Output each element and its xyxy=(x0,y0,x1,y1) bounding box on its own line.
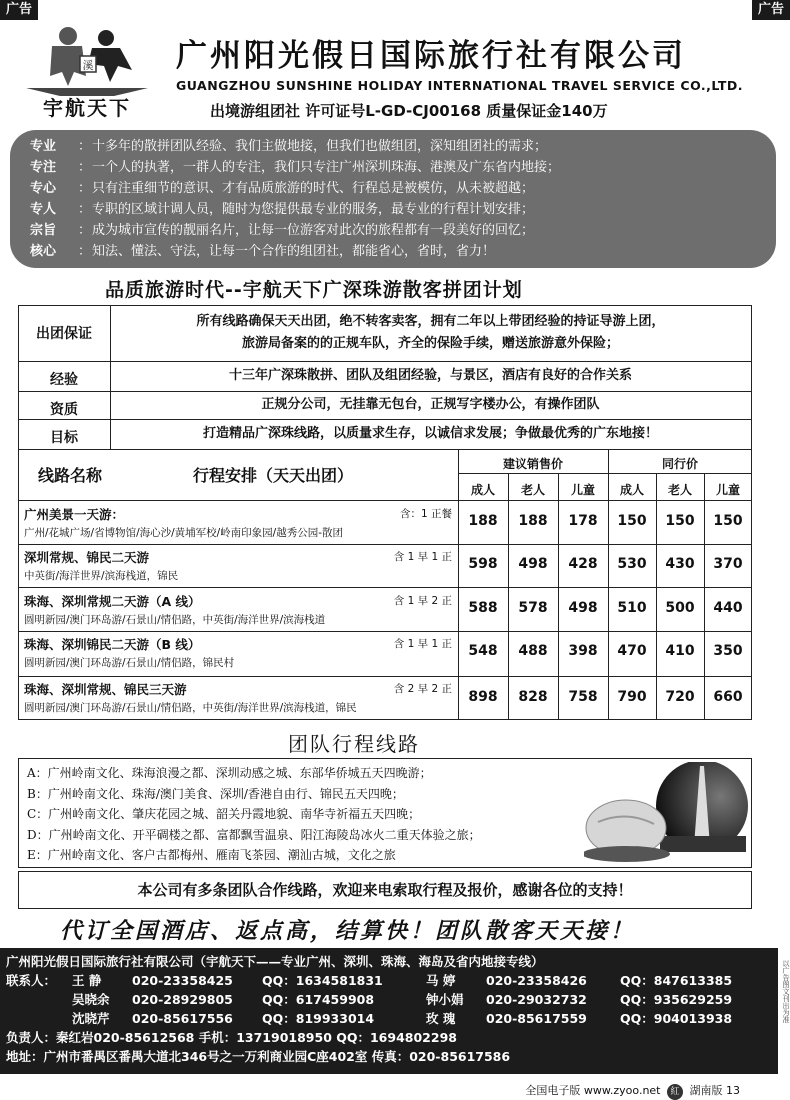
price-cell: 428 xyxy=(568,556,598,572)
intro-text: 成为城市宣传的靓丽名片，让每一位游客对此次的旅程都有一段美好的回忆； xyxy=(92,223,535,238)
guarantee-value: 正规分公司，无挂靠无包台，正规写字楼办公，有操作团队 xyxy=(110,391,750,419)
intro-row: 专人 ： 专职的区域计调人员，随时为您提供最专业的服务，最专业的行程计划安排； xyxy=(30,199,756,220)
guarantee-value: 打造精品广深珠线路，以质量求生存，以诚信求发展；争做最优秀的广东地接！ xyxy=(110,419,750,449)
header-suggested-price: 建议销售价 xyxy=(502,457,563,471)
header-child: 儿童 xyxy=(715,483,740,497)
address-row: 地址：广州市番禺区番禺大道北346号之一万利商业园C座402室 传真：020-85617586 xyxy=(6,1049,511,1064)
intro-text: 只有注重细节的意识、才有品质旅游的时代、行程总是被模仿，从未被超越； xyxy=(92,181,535,196)
route-description: 中英街/海洋世界/滨海栈道，锦民 xyxy=(24,570,179,582)
team-route-item: A：广州岭南文化、珠海浪漫之都、深圳动感之城、东部华侨城五天四晚游； xyxy=(27,766,432,780)
price-cell: 498 xyxy=(518,556,548,572)
header-adult: 成人 xyxy=(619,483,644,497)
ad-label-left: 广告 xyxy=(0,0,38,20)
team-route-item: D：广州岭南文化、开平碉楼之都、富都飘雪温泉、阳江海陵岛冰火二重天体验之旅； xyxy=(27,827,481,842)
price-cell: 898 xyxy=(468,689,498,705)
intro-row: 宗旨 ： 成为城市宣传的靓丽名片，让每一位游客对此次的旅程都有一段美好的回忆； xyxy=(30,220,756,241)
price-cell: 828 xyxy=(518,689,548,705)
team-routes-title: 团队行程线路 xyxy=(288,732,420,756)
edition-label: 湖南版 xyxy=(689,1084,723,1097)
ad-label-right: 广告 xyxy=(752,0,790,20)
guarantee-value xyxy=(110,305,750,361)
contact-phone: 020-85617556 xyxy=(132,1011,233,1026)
contact-phone: 020-23358426 xyxy=(486,973,587,988)
route-meal: 含 2 早 2 正 xyxy=(393,683,452,695)
guarantee-key: 出团保证 xyxy=(36,326,92,342)
price-cell: 350 xyxy=(713,643,743,659)
price-cell: 440 xyxy=(713,600,743,616)
route-name: 广州美景一天游： xyxy=(24,507,125,522)
price-cell: 470 xyxy=(617,643,647,659)
intro-key: 宗旨 xyxy=(30,223,57,238)
guarantee-line: 旅游局备案的的正规车队，齐全的保险手续，赠送旅游意外保险； xyxy=(241,336,619,351)
guarantee-line: 所有线路确保天天出团，绝不转客卖客，拥有二年以上带团经验的持证导游上团， xyxy=(196,314,665,329)
contact-name: 玫 瑰 xyxy=(426,1011,456,1026)
intro-key: 专人 xyxy=(30,202,57,217)
intro-key: 专业 xyxy=(30,139,57,154)
route-name: 珠海、深圳锦民二天游（B 线） xyxy=(24,637,201,652)
intro-text: 十多年的散拼团队经验、我们主做地接，但我们也做组团，深知组团社的需求； xyxy=(92,139,548,154)
intro-row: 专心 ： 只有注重细节的意识、才有品质旅游的时代、行程总是被模仿，从未被超越； xyxy=(30,178,756,199)
contact-qq: QQ：847613385 xyxy=(620,973,733,988)
contact-name: 马 婷 xyxy=(426,973,456,988)
contact-qq: QQ：1634581831 xyxy=(262,973,383,988)
intro-key: 专心 xyxy=(30,181,57,196)
footer-company: 广州阳光假日国际旅行社有限公司（宇航天下——专业广州、深圳、珠海、海岛及省内地接专线） xyxy=(6,954,544,969)
header-senior: 老人 xyxy=(667,483,692,497)
contact-phone: 020-29032732 xyxy=(486,992,587,1007)
price-cell: 430 xyxy=(665,556,695,572)
header-route-name: 线路名称 xyxy=(38,466,103,485)
page-footer xyxy=(525,1082,740,1100)
intro-text: 知法、懂法、守法，让每一个合作的组团社，都能省心，省时，省力！ xyxy=(92,244,496,259)
guarantee-key: 资质 xyxy=(50,402,78,418)
route-name: 珠海、深圳常规二天游（A 线） xyxy=(24,594,201,609)
footer-contact xyxy=(0,948,778,1074)
price-cell: 790 xyxy=(617,689,647,705)
price-cell: 178 xyxy=(568,513,598,529)
contact-name: 沈晓芹 xyxy=(72,1011,110,1026)
edition-badge: 紅 xyxy=(667,1084,683,1100)
price-cell: 758 xyxy=(568,689,598,705)
price-cell: 578 xyxy=(518,600,548,616)
price-cell: 498 xyxy=(568,600,598,616)
route-name: 深圳常规、锦民二天游 xyxy=(24,550,150,565)
site-url: 全国电子版 www.zyoo.net xyxy=(525,1084,661,1097)
intro-text: 一个人的执著，一群人的专注，我们只专注广州深圳珠海、港澳及广东省内地接； xyxy=(92,160,561,175)
guarantee-key: 经验 xyxy=(50,372,78,388)
price-cell: 598 xyxy=(468,556,498,572)
intro-row: 专注 ： 一个人的执著，一群人的专注，我们只专注广州深圳珠海、港澳及广东省内地接； xyxy=(30,157,756,178)
route-description: 圆明新园/澳门环岛游/石景山/情侣路，中英街/海洋世界/滨海栈道 xyxy=(24,614,326,626)
team-route-item: C：广州岭南文化、肇庆花园之城、韶关丹霞地貌、南华寺祈福五天四晚； xyxy=(27,807,421,821)
team-route-item: E：广州岭南文化、客户古都梅州、雁南飞茶园、潮汕古城，文化之旅 xyxy=(27,848,396,862)
route-meal: 含 1 早 1 正 xyxy=(393,551,452,563)
price-cell: 150 xyxy=(617,513,647,529)
contact-phone: 020-85617559 xyxy=(486,1011,587,1026)
contact-qq: QQ：819933014 xyxy=(262,1011,375,1026)
contacts-label: 联系人： xyxy=(6,973,57,988)
price-cell: 488 xyxy=(518,643,548,659)
intro-key: 专注 xyxy=(30,160,57,175)
contact-qq: QQ：935629259 xyxy=(620,992,733,1007)
page-number: 13 xyxy=(726,1084,740,1097)
company-name-cn: 广州阳光假日国际旅行社有限公司 xyxy=(176,38,686,74)
scenery-photo xyxy=(584,762,750,864)
contact-name: 吴晓余 xyxy=(72,992,110,1007)
route-meal: 含 1 早 1 正 xyxy=(393,638,452,650)
price-cell: 530 xyxy=(617,556,647,572)
price-cell: 510 xyxy=(617,600,647,616)
contact-qq: QQ：904013938 xyxy=(620,1011,733,1026)
contact-row xyxy=(6,971,772,990)
route-meal: 含：1 正餐 xyxy=(399,508,452,520)
route-description: 圆明新园/澳门环岛游/石景山/情侣路，锦民村 xyxy=(24,657,235,669)
price-cell: 660 xyxy=(713,689,743,705)
price-cell: 720 xyxy=(665,689,695,705)
header-arrangement: 行程安排（天天出团） xyxy=(193,466,354,485)
intro-key: 核心 xyxy=(30,244,57,259)
intro-text: 专职的区域计调人员，随时为您提供最专业的服务，最专业的行程计划安排； xyxy=(92,202,535,217)
team-route-item: B：广州岭南文化、珠海/澳门美食、深圳/香港自由行、锦民五天四晚； xyxy=(27,786,404,801)
price-cell: 500 xyxy=(665,600,695,616)
contact-note: 本公司有多条团队合作线路，欢迎来电索取行程及报价，感谢各位的支持！ xyxy=(18,871,752,909)
side-note: 以广告图文刊出为准 xyxy=(782,960,790,1023)
contact-name: 王 静 xyxy=(72,973,102,988)
header-peer-price: 同行价 xyxy=(661,457,698,471)
contact-row xyxy=(6,1009,772,1028)
price-cell: 548 xyxy=(468,643,498,659)
contact-row xyxy=(6,990,772,1009)
route-meal: 含 1 早 2 正 xyxy=(393,595,452,607)
price-cell: 410 xyxy=(665,643,695,659)
header-child: 儿童 xyxy=(570,483,595,497)
guarantee-value: 十三年广深珠散拼、团队及组团经验，与景区，酒店有良好的合作关系 xyxy=(110,361,750,391)
price-cell: 188 xyxy=(518,513,548,529)
route-description: 广州/花城广场/省博物馆/海心沙/黄埔军校/岭南印象园/越秀公园-散团 xyxy=(24,527,344,539)
header-adult: 成人 xyxy=(470,483,495,497)
guarantee-key: 目标 xyxy=(50,430,78,446)
svg-text:溪: 溪 xyxy=(82,59,94,72)
price-cell: 150 xyxy=(713,513,743,529)
intro-row: 核心 ： 知法、懂法、守法，让每一个合作的组团社，都能省心，省时，省力！ xyxy=(30,241,756,262)
contact-name: 钟小娟 xyxy=(426,992,464,1007)
license-info: 出境游组团社 许可证号L-GD-CJ00168 质量保证金140万 xyxy=(210,102,608,120)
intro-panel xyxy=(10,130,776,268)
company-name-en: GUANGZHOU SUNSHINE HOLIDAY INTERNATIONAL TRAVEL SERVICE CO.,LTD. xyxy=(176,78,743,93)
price-cell: 188 xyxy=(468,513,498,529)
manager-row: 负责人：秦红岩020-85612568 手机：13719018950 QQ：1694802298 xyxy=(6,1030,457,1045)
intro-row: 专业 ： 十多年的散拼团队经验、我们主做地接，但我们也做组团，深知组团社的需求； xyxy=(30,136,756,157)
route-description: 圆明新园/澳门环岛游/石景山/情侣路，中英街/海洋世界/滨海栈道，锦民 xyxy=(24,702,357,714)
slogan: 代订全国酒店、返点高，结算快！团队散客天天接！ xyxy=(60,919,636,944)
plan-title: 品质旅游时代--宇航天下广深珠游散客拼团计划 xyxy=(105,279,523,301)
price-cell: 398 xyxy=(568,643,598,659)
contact-phone: 020-28929805 xyxy=(132,992,233,1007)
price-cell: 370 xyxy=(713,556,743,572)
logo-text: 宇航天下 xyxy=(43,96,131,120)
route-name: 珠海、深圳常规、锦民三天游 xyxy=(24,682,187,697)
price-cell: 150 xyxy=(665,513,695,529)
contact-qq: QQ：617459908 xyxy=(262,992,375,1007)
price-cell: 588 xyxy=(468,600,498,616)
header-senior: 老人 xyxy=(520,483,545,497)
contact-phone: 020-23358425 xyxy=(132,973,233,988)
